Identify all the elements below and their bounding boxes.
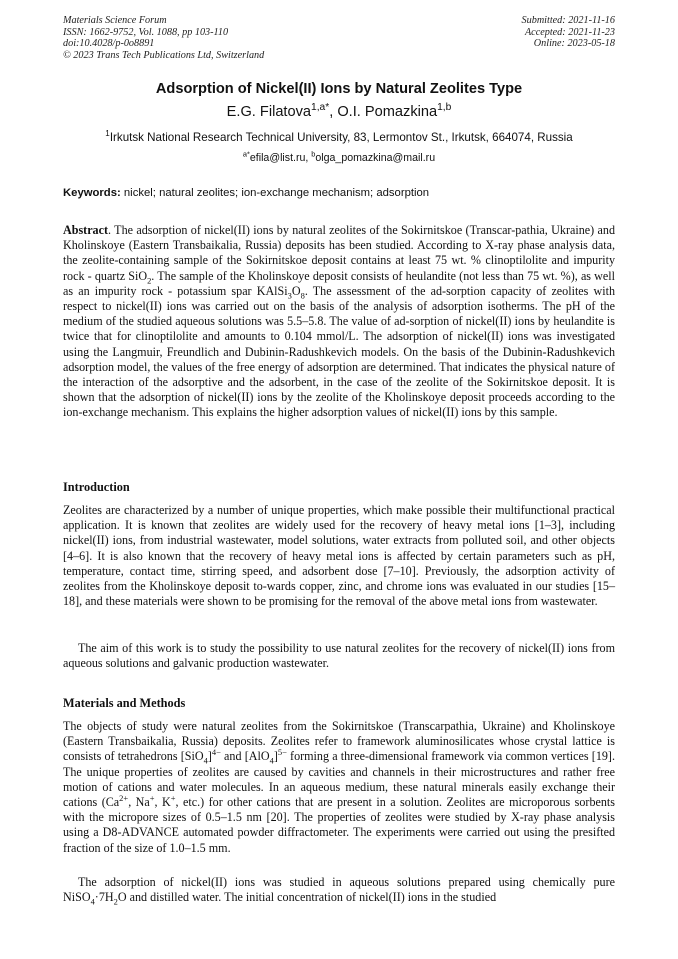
methods-p1-text-3: and [AlO (220, 749, 270, 764)
introduction-paragraph-1: Zeolites are characterized by a number of unique properties, which make possible their multifunctional practical application. It is known that zeolites are widely used for the recovery of heavy metal ions [1–3], including nickel(II) ions, from industrial wastewater, model solutions, water extracts from polluted soil, and other objects [4–6]. It is also known that the recovery of heavy metal ions is affected by certain parameters such as pH, temperature, contact time, stirring speed, and adsorbent dose [7–10]. Previously, the adsorption activity of zeolites from the Kholinskoye deposit to-wards copper, zinc, and chrome ions was evaluated in our studies [15–18], and these materials were shown to be promising for the removal of the above metal ions from wastewater. (63, 503, 615, 609)
introduction-paragraph-2: The aim of this work is to study the possibility to use natural zeolites for the recovery of nickel(II) ions from aqueous solutions and galvanic production wastewater. (63, 641, 615, 671)
abstract-text-4: . The assessment of the ad-sorption capacity of zeolites with respect to nickel(II) ions was carried out on the basis of the analysis of adsorption isotherms. The pH of the medium of the studied aqueous solutions was 5.5–5.8. The value of ad-sorption of nickel(II) ions by heulandite is twice that for clinoptilolite and amounts to 0.104 mmol/L. The adsorption of nickel(II) ions was investigated using the Langmuir, Freundlich and Dubinin-Radushkevich models. On the basis of the Dubinin-Radushkevich adsorption model, the values of the free energy of adsorption are determined. That indicates the physical nature of the interaction of the adsorptive and the adsorbent, in the case of the zeolite of the Sokirnitskoe deposit. It is shown that the adsorption of nickel(II) ions by the zeolite of the Kholinskoye deposit proceeds according to the ion-exchange mechanism. This explains the higher adsorption values of nickel(II) ions by this sample. (63, 283, 615, 420)
methods-p1-sup-3: 2+ (119, 792, 129, 803)
methods-p1-sup-4: + (149, 792, 155, 803)
email-b-mark: b (311, 149, 316, 159)
keywords-text: nickel; natural zeolites; ion-exchange mechanism; adsorption (120, 187, 430, 199)
methods-p1-sup-1: 4− (211, 747, 221, 758)
paper-title: Adsorption of Nickel(II) Ions by Natural Zeolites Type (155, 81, 523, 97)
submitted-date: Submitted: 2021-11-16 (521, 15, 615, 26)
accepted-date: Accepted: 2021-11-23 (524, 26, 615, 38)
methods-p1-text-5: forming a three-dimensional framework via common vertices [19]. The unique properties of zeolites are caused by cavities and channels in their microstructures and rather free motion of cations and water molecules. In an aqueous medium, these natural minerals easily exchange their cations (Ca (63, 749, 615, 810)
methods-p1-sup-2: 5− (277, 747, 287, 758)
methods-p1-text-7: , K (154, 795, 171, 810)
journal-issn: ISSN: 1662-9752, Vol. 1088, pp 103-110 (63, 26, 229, 38)
methods-p1-text-1: The objects of study were natural zeolites from the Sokirnitskoe (Transcarpathia, Ukraine) and Kholinskoye (Eastern Transbaikalia, Russia) deposits. Zeolites refer to framework aluminosilicates whose crystal lattice is consists of tetrahedrons [SiO (63, 719, 615, 764)
author-separator: , (329, 104, 338, 120)
methods-p1-text-2: ] (207, 749, 212, 764)
abstract-sub-3: 8 (300, 290, 305, 301)
abstract (63, 223, 615, 421)
affiliation-mark: 1 (105, 129, 110, 139)
methods-p1-sub-2: 4 (269, 755, 274, 766)
abstract-sub-2: 3 (287, 290, 292, 301)
methods-heading: Materials and Methods (63, 696, 186, 710)
abstract-label: Abstract (63, 223, 109, 237)
introduction-heading: Introduction (63, 480, 130, 494)
author-1-name: E.G. Filatova (226, 104, 312, 120)
journal-name: Materials Science Forum (63, 15, 167, 26)
methods-p2-text-3: O and distilled water. The initial concentration of nickel(II) ions in the studied (117, 890, 497, 905)
keywords (63, 187, 615, 199)
methods-p1-text-6: , Na (128, 795, 150, 810)
methods-p1-sub-1: 4 (203, 755, 208, 766)
journal-doi: doi:10.4028/p-0o8891 (63, 38, 155, 50)
abstract-text-3: O (291, 283, 301, 298)
journal-copyright: © 2023 Trans Tech Publications Ltd, Switzerland (63, 49, 265, 61)
methods-p2-sub-2: 2 (113, 896, 118, 907)
methods-p1-sup-5: + (170, 792, 176, 803)
affiliation (0, 131, 678, 144)
methods-p2-text-1: The adsorption of nickel(II) ions was studied in aqueous solutions prepared using chemically pure NiSO (63, 875, 615, 905)
author-1-affil-mark: 1,a* (311, 102, 330, 114)
author-2-name: O.I. Pomazkina (337, 104, 438, 120)
abstract-text-1: . The adsorption of nickel(II) ions by natural zeolites of the Sokirnitskoe (Transcar-pathia, Ukraine) and Kholinskoye (Eastern Transbaikalia, Russia) deposits has been studied. According to X-ray phase analysis data, the zeolite-containing sample of the Sokirnitskoe deposit contains at least 75 wt. % clinoptilolite and impurity rock - quartz SiO (63, 223, 615, 283)
abstract-text-2: . The sample of the Kholinskoye deposit consists of heulandite (not less than 75 wt. %), as well as an impurity rock - potassium spar KAlSi (63, 268, 616, 298)
journal-header (63, 15, 264, 61)
email-a: efila@list.ru, (249, 152, 312, 164)
keywords-label: Keywords: (63, 187, 121, 199)
methods-p2-text-2: ·7H (94, 890, 114, 905)
affiliation-text: Irkutsk National Research Technical University, 83, Lermontov St., Irkutsk, 664074, Russia (109, 131, 573, 144)
author-line (0, 104, 678, 120)
email-b: olga_pomazkina@mail.ru (315, 152, 436, 164)
email-a-mark: a* (242, 149, 250, 159)
author-2-affil-mark: 1,b (437, 102, 452, 114)
methods-paragraph-1 (63, 719, 615, 856)
dates-header (522, 15, 615, 50)
methods-paragraph-2 (63, 875, 615, 905)
abstract-sub-1: 2 (147, 275, 152, 286)
methods-p1-text-4: ] (273, 749, 278, 764)
methods-p2-sub-1: 4 (90, 896, 95, 907)
methods-p1-text-8: , etc.) for other cations that are present in a solution. Zeolites are microporous sorbents with the micropore sizes of 0.5–1.5 nm [20]. The properties of zeolites were studied by X-ray phase analysis using a D8-ADVANCE automated powder diffractometer. The experiments were carried out using the presifted fraction of the size of 1.0–1.5 mm. (63, 795, 615, 855)
online-date: Online: 2023-05-18 (533, 38, 615, 50)
author-emails (0, 149, 678, 164)
